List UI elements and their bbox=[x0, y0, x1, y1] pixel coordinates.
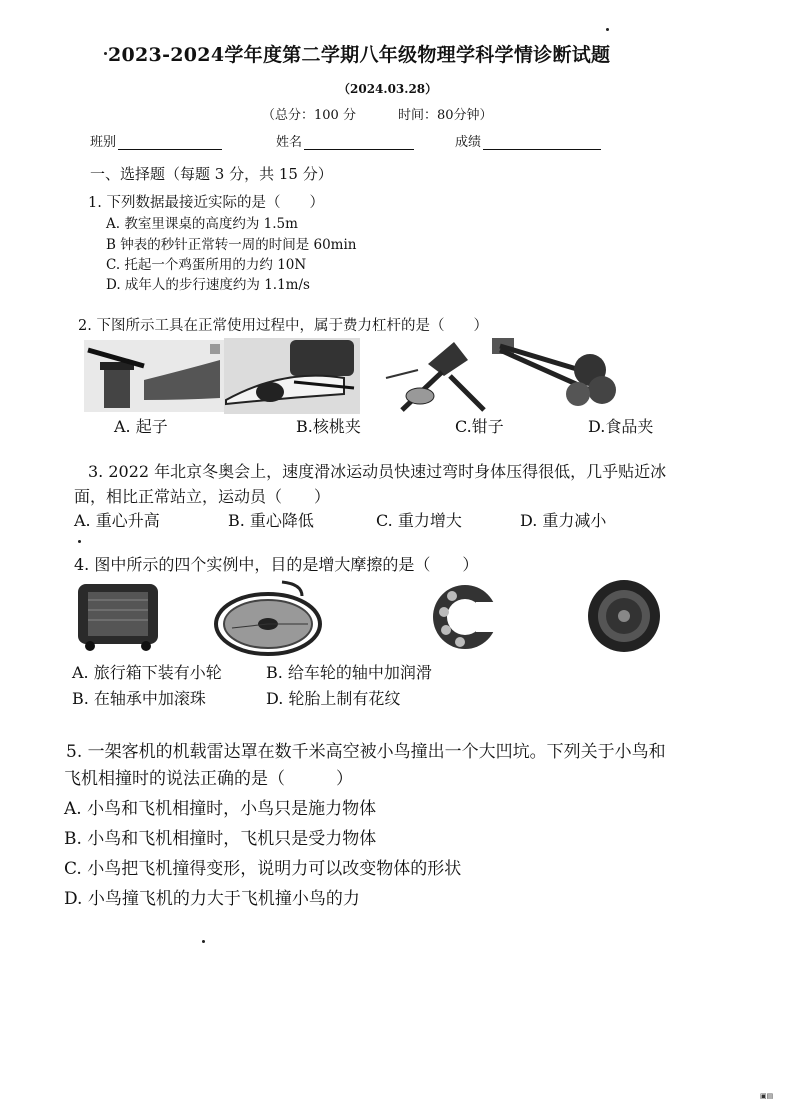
bottle-opener-picture bbox=[84, 340, 224, 412]
q1-stem: 1. 下列数据最接近实际的是（ ） bbox=[88, 195, 324, 211]
q3-stem-line2: 面，相比正常站立，运动员（ ） bbox=[74, 487, 331, 506]
scan-speck bbox=[606, 28, 609, 31]
q4-option-a[interactable]: A. 旅行箱下装有小轮 bbox=[72, 663, 222, 682]
q4-stem: 4. 图中所示的四个实例中，目的是增大摩擦的是（ ） bbox=[74, 555, 479, 574]
score-field[interactable] bbox=[455, 131, 601, 150]
exam-title: 2023-2024学年度第二学期八年级物理学科学情诊断试题 bbox=[108, 44, 611, 66]
q1-option-a[interactable]: A. 教室里课桌的高度约为 1.5m bbox=[106, 216, 298, 232]
q5-option-d[interactable]: D. 小鸟撞飞机的力大于飞机撞小鸟的力 bbox=[64, 889, 360, 909]
score-label: 成绩 bbox=[455, 135, 482, 150]
scan-speck bbox=[104, 52, 107, 55]
q4-option-d[interactable]: D. 轮胎上制有花纹 bbox=[266, 689, 401, 708]
q5-option-c[interactable]: C. 小鸟把飞机撞得变形，说明力可以改变物体的形状 bbox=[64, 859, 462, 879]
q4-option-c[interactable]: B. 在轴承中加滚珠 bbox=[72, 689, 206, 708]
q5-option-b[interactable]: B. 小鸟和飞机相撞时，飞机只是受力物体 bbox=[64, 829, 377, 849]
food-tongs-picture bbox=[490, 334, 618, 412]
q3-option-b[interactable]: B. 重心降低 bbox=[228, 511, 314, 530]
q5-stem-line1: 5. 一架客机的机载雷达罩在数千米高空被小鸟撞出一个大凹坑。下列关于小鸟和 bbox=[66, 742, 666, 762]
class-label: 班别 bbox=[90, 135, 117, 150]
q1-option-b[interactable]: B 钟表的秒针正常转一周的时间是 60min bbox=[106, 237, 357, 253]
q2-caption-d[interactable]: D.食品夹 bbox=[588, 417, 654, 436]
q4-option-b[interactable]: B. 给车轮的轴中加润滑 bbox=[266, 663, 432, 682]
class-blank[interactable] bbox=[118, 135, 222, 150]
q5-stem-line2: 飞机相撞时的说法正确的是（ ） bbox=[64, 769, 353, 789]
watermark-logo: ▣▤ bbox=[760, 1092, 774, 1100]
class-field[interactable] bbox=[90, 131, 222, 150]
q2-stem: 2. 下图所示工具在正常使用过程中，属于费力杠杆的是（ ） bbox=[78, 318, 488, 334]
total-score-note: （总分：100 分 bbox=[262, 108, 356, 123]
exam-date: （2024.03.28） bbox=[338, 82, 438, 96]
q3-option-a[interactable]: A. 重心升高 bbox=[74, 511, 160, 530]
time-note: 时间：80分钟） bbox=[398, 108, 493, 123]
name-field[interactable] bbox=[276, 131, 414, 150]
q2-caption-b[interactable]: B.核桃夹 bbox=[296, 417, 361, 436]
q1-option-c[interactable]: C. 托起一个鸡蛋所用的力约 10N bbox=[106, 257, 307, 273]
scan-speck bbox=[202, 940, 205, 943]
q3-stem-line1: 3. 2022 年北京冬奥会上，速度滑冰运动员快速过弯时身体压得很低，几乎贴近冰 bbox=[88, 462, 667, 481]
pliers-picture bbox=[384, 336, 496, 412]
ball-bearing-picture bbox=[430, 578, 500, 656]
tire-tread-picture bbox=[586, 578, 662, 654]
nutcracker-picture bbox=[224, 338, 360, 414]
score-blank[interactable] bbox=[483, 135, 601, 150]
suitcase-picture bbox=[74, 580, 164, 652]
wheel-axle-picture bbox=[212, 578, 324, 656]
q2-caption-c[interactable]: C.钳子 bbox=[455, 417, 504, 436]
name-label: 姓名 bbox=[276, 135, 303, 150]
q3-option-c[interactable]: C. 重力增大 bbox=[376, 511, 462, 530]
name-blank[interactable] bbox=[304, 135, 414, 150]
q2-caption-a[interactable]: A. 起子 bbox=[114, 417, 168, 436]
section-heading: 一、选择题（每题 3 分，共 15 分） bbox=[90, 165, 333, 183]
q1-option-d[interactable]: D. 成年人的步行速度约为 1.1m/s bbox=[106, 277, 310, 293]
q5-option-a[interactable]: A. 小鸟和飞机相撞时，小鸟只是施力物体 bbox=[64, 799, 377, 819]
q3-option-d[interactable]: D. 重力减小 bbox=[520, 511, 607, 530]
scan-speck bbox=[78, 540, 81, 543]
